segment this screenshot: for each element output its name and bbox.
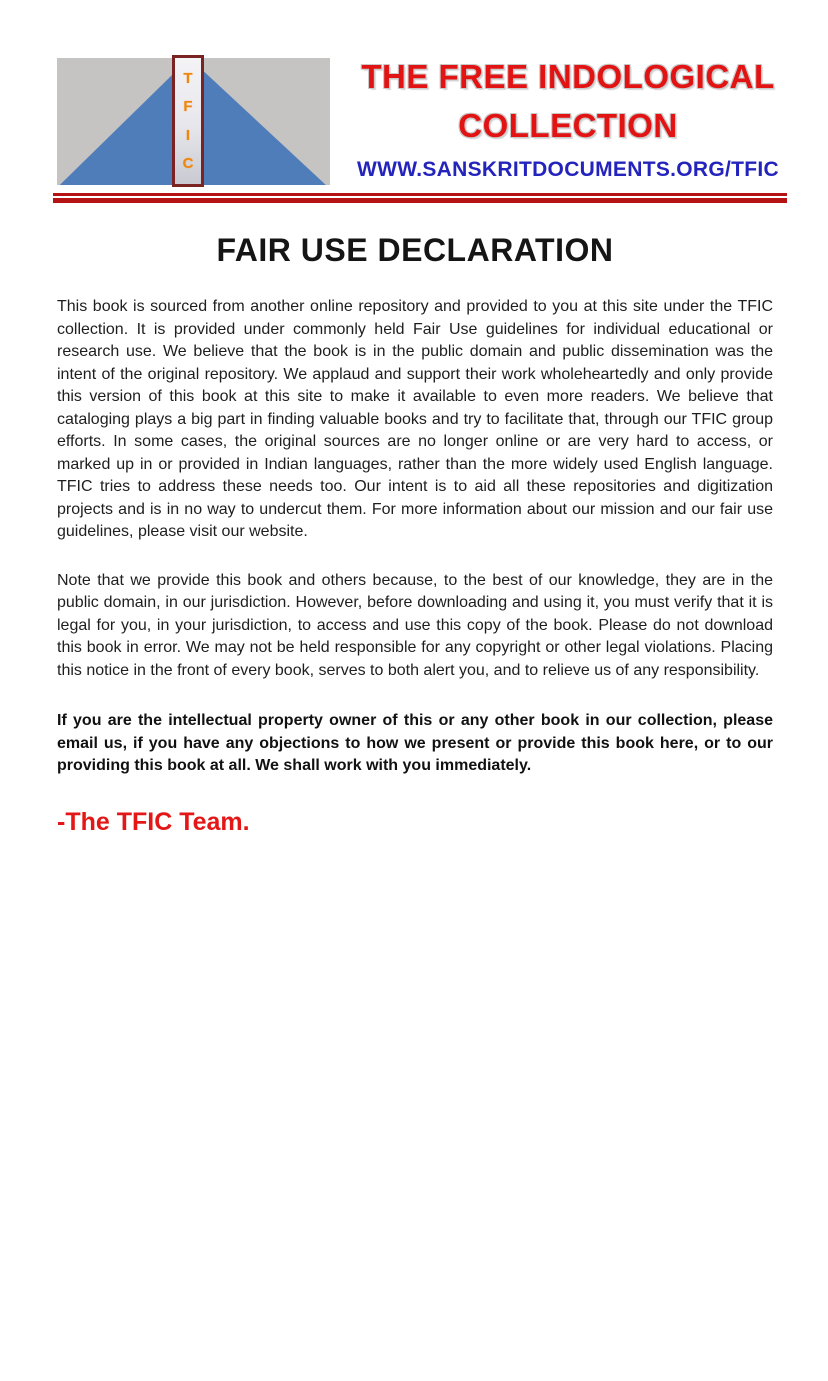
divider-thick-line: [53, 198, 787, 203]
logo-pillar: [172, 55, 204, 187]
masthead: [57, 58, 798, 185]
document-body: [57, 230, 773, 837]
tfic-logo: [57, 58, 330, 185]
document-page: [0, 58, 828, 1381]
logo-letter: I: [185, 126, 191, 144]
paragraph-legal-notice: Note that we provide this book and others because, to the best of our knowledge, they are in the public domain, in our jurisdiction. However, before downloading and using it, you must verify that it is legal for you, in your jurisdiction, to access and use this copy of the book. Please do not download this book in error. We may not be held responsible for any copyright or other legal violations. Placing this notice in the front of every book, serves to both alert you, and to relieve us of any responsibility.: [57, 571, 773, 679]
header-divider-rule: [53, 193, 787, 203]
logo-letter: F: [183, 98, 193, 116]
collection-website-url: WWW.SANSKRITDOCUMENTS.ORG/TFIC: [357, 158, 779, 181]
paragraph-owner-contact-notice: If you are the intellectual property owner of this or any other book in our collection, please email us, if you have any objections to how we present or provide this book here, or to our providing this book at all. We shall work with you immediately.: [57, 712, 773, 774]
paragraph-sourcing-notice: This book is sourced from another online repository and provided to you at this site under the TFIC collection. It is provided under commonly held Fair Use guidelines for individual educational or research use. We believe that the book is in the public domain and public dissemination was the intent of the original repository. We applaud and support their work wholeheartedly and only provide this version of this book at this site to make it available to even more readers. We believe that cataloging plays a big part in finding valuable books and try to facilitate that, through our TFIC group efforts. In some cases, the original sources are no longer online or are very hard to access, or marked up in or provided in Indian languages, rather than the more widely used English language. TFIC tries to address these needs too. Our intent is to aid all these repositories and digitization projects and is in no way to undercut them. For more information about our mission and our fair use guidelines, please visit our website.: [57, 298, 773, 540]
collection-title-line2: COLLECTION: [458, 107, 678, 144]
masthead-text: [330, 58, 798, 182]
page-title: FAIR USE DECLARATION: [216, 232, 614, 268]
collection-title-line1: THE FREE INDOLOGICAL: [361, 58, 775, 95]
logo-letter: T: [183, 70, 193, 88]
signature-tfic-team: -The TFIC Team.: [57, 807, 250, 836]
logo-letter: C: [182, 154, 194, 172]
